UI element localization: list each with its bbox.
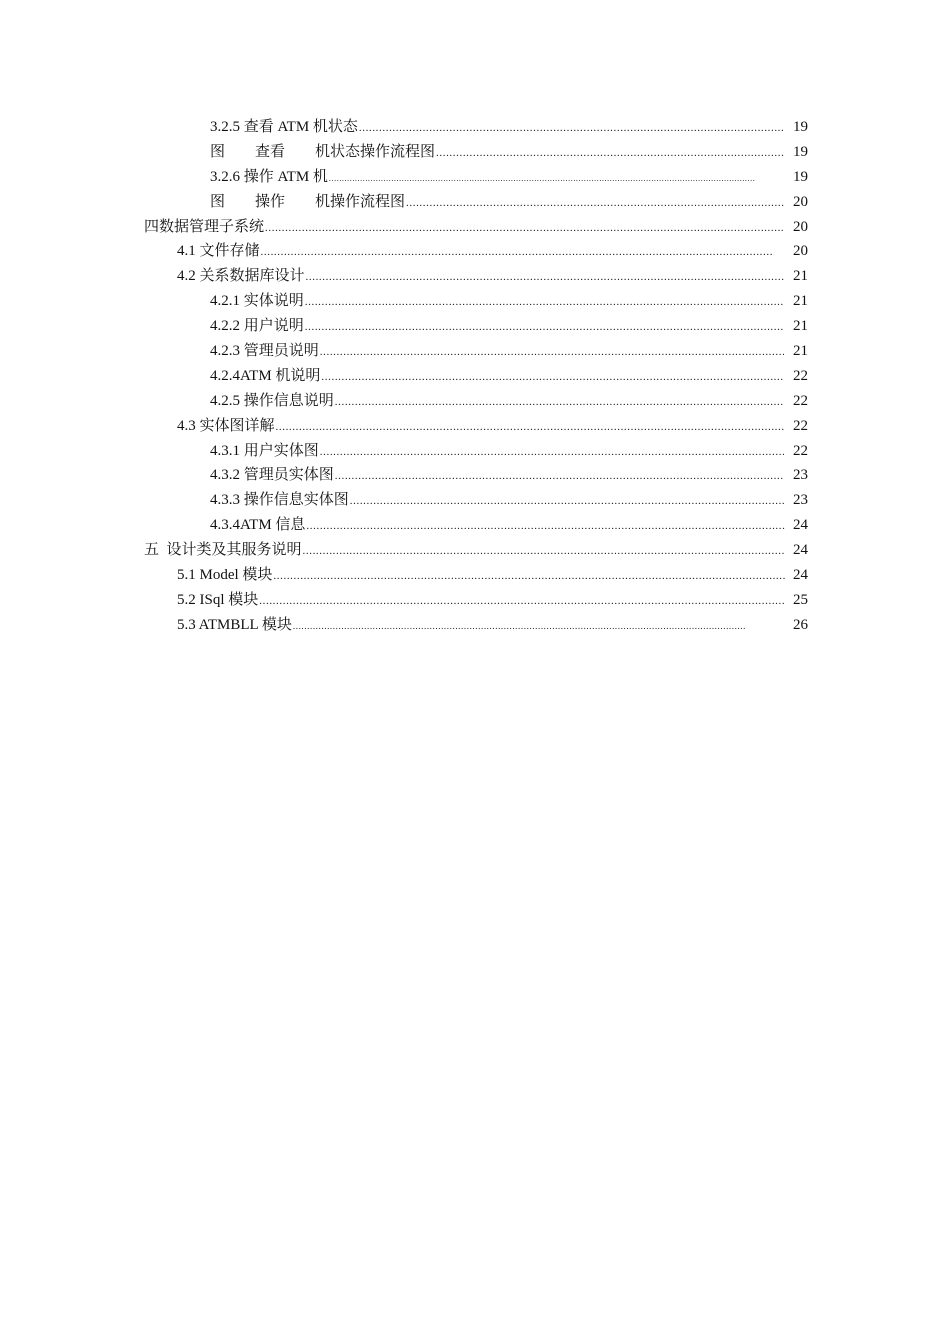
toc-leader-dots	[265, 216, 784, 241]
toc-entry-page: 20	[793, 193, 808, 210]
toc-entry-title: 4.2.5 操作信息说明	[210, 392, 334, 409]
toc-entry[interactable]	[144, 538, 808, 563]
toc-entry[interactable]	[144, 264, 808, 289]
toc-leader-dots	[329, 167, 756, 192]
toc-leader-dots	[406, 191, 784, 216]
toc-leader-dots	[306, 514, 786, 539]
toc-entry-page: 22	[793, 392, 808, 409]
toc-entry[interactable]	[144, 364, 808, 389]
table-of-contents	[144, 115, 808, 638]
toc-entry-title: 4.2 关系数据库设计	[177, 268, 305, 285]
toc-leader-dots	[321, 365, 784, 390]
toc-leader-dots	[359, 116, 784, 141]
toc-entry[interactable]	[144, 613, 808, 638]
toc-entry-page: 23	[793, 492, 808, 509]
toc-entry-title: 4.2.4ATM 机说明	[210, 367, 321, 384]
toc-entry-title: 4.1 文件存储	[177, 243, 260, 260]
toc-entry-page: 22	[793, 367, 808, 384]
toc-entry-title: 3.2.5 查看 ATM 机状态	[210, 119, 358, 135]
toc-entry[interactable]	[144, 463, 808, 488]
toc-leader-dots	[335, 464, 784, 489]
toc-entry-title: 五 设计类及其服务说明	[144, 542, 302, 559]
toc-entry-page: 24	[793, 542, 808, 559]
toc-entry-title: 4.3.3 操作信息实体图	[210, 492, 349, 509]
toc-entry-page: 25	[793, 591, 808, 608]
toc-leader-dots	[303, 539, 784, 564]
toc-leader-dots	[259, 589, 784, 614]
toc-entry-title: 4.2.2 用户说明	[210, 318, 304, 335]
toc-leader-dots	[320, 440, 784, 465]
toc-entry-title: 5.1 Model 模块	[177, 567, 273, 584]
toc-entry[interactable]	[144, 215, 808, 240]
toc-leader-dots	[350, 489, 784, 514]
toc-entry-title: 5.2 ISql 模块	[177, 591, 259, 608]
toc-entry-title: 3.2.6 操作 ATM 机	[210, 168, 328, 185]
toc-leader-dots	[293, 614, 746, 639]
toc-leader-dots	[276, 415, 784, 440]
toc-entry-page: 19	[793, 143, 808, 160]
toc-entry-page: 21	[793, 343, 808, 360]
toc-entry[interactable]	[144, 488, 808, 513]
toc-entry-page: 20	[793, 243, 808, 260]
toc-entry-title: 四数据管理子系统	[144, 218, 265, 235]
toc-entry[interactable]	[144, 289, 808, 314]
toc-leader-dots	[436, 141, 784, 166]
toc-leader-dots	[305, 290, 784, 315]
toc-entry-page: 20	[793, 218, 808, 235]
toc-entry-title: 4.2.3 管理员说明	[210, 343, 319, 360]
toc-entry-page: 22	[793, 417, 808, 434]
toc-entry[interactable]	[144, 190, 808, 215]
toc-entry[interactable]	[144, 140, 808, 165]
toc-entry-page: 21	[793, 293, 808, 310]
toc-leader-dots	[320, 340, 784, 365]
toc-entry-page: 21	[793, 318, 808, 335]
toc-leader-dots	[305, 315, 784, 340]
toc-leader-dots	[273, 564, 786, 589]
toc-entry-page: 19	[793, 119, 808, 135]
toc-entry-title: 4.3 实体图详解	[177, 417, 275, 434]
toc-entry[interactable]	[144, 115, 808, 140]
toc-entry[interactable]	[144, 314, 808, 339]
toc-leader-dots	[306, 265, 784, 290]
toc-entry-title: 4.3.1 用户实体图	[210, 442, 319, 459]
toc-entry[interactable]	[144, 239, 808, 264]
toc-entry[interactable]	[144, 389, 808, 414]
toc-entry-page: 22	[793, 442, 808, 459]
toc-entry-page: 24	[793, 567, 808, 584]
toc-entry[interactable]	[144, 513, 808, 538]
toc-entry-title: 图 操作 机操作流程图	[210, 193, 406, 210]
toc-entry-title: 4.2.1 实体说明	[210, 293, 304, 310]
toc-entry-page: 21	[793, 268, 808, 285]
toc-entry[interactable]	[144, 165, 808, 190]
toc-entry[interactable]	[144, 339, 808, 364]
toc-entry-title: 4.3.4ATM 信息	[210, 517, 306, 534]
toc-entry[interactable]	[144, 439, 808, 464]
toc-entry-title: 图 查看 机状态操作流程图	[210, 143, 436, 160]
toc-entry[interactable]	[144, 414, 808, 439]
toc-leader-dots	[335, 390, 784, 415]
toc-entry-title: 5.3 ATMBLL 模块	[177, 616, 292, 633]
toc-entry-title: 4.3.2 管理员实体图	[210, 467, 334, 484]
toc-entry-page: 23	[793, 467, 808, 484]
toc-entry-page: 26	[793, 616, 808, 633]
toc-entry[interactable]	[144, 563, 808, 588]
toc-entry-page: 24	[793, 517, 808, 534]
toc-entry[interactable]	[144, 588, 808, 613]
toc-leader-dots	[261, 240, 774, 265]
toc-entry-page: 19	[793, 168, 808, 185]
